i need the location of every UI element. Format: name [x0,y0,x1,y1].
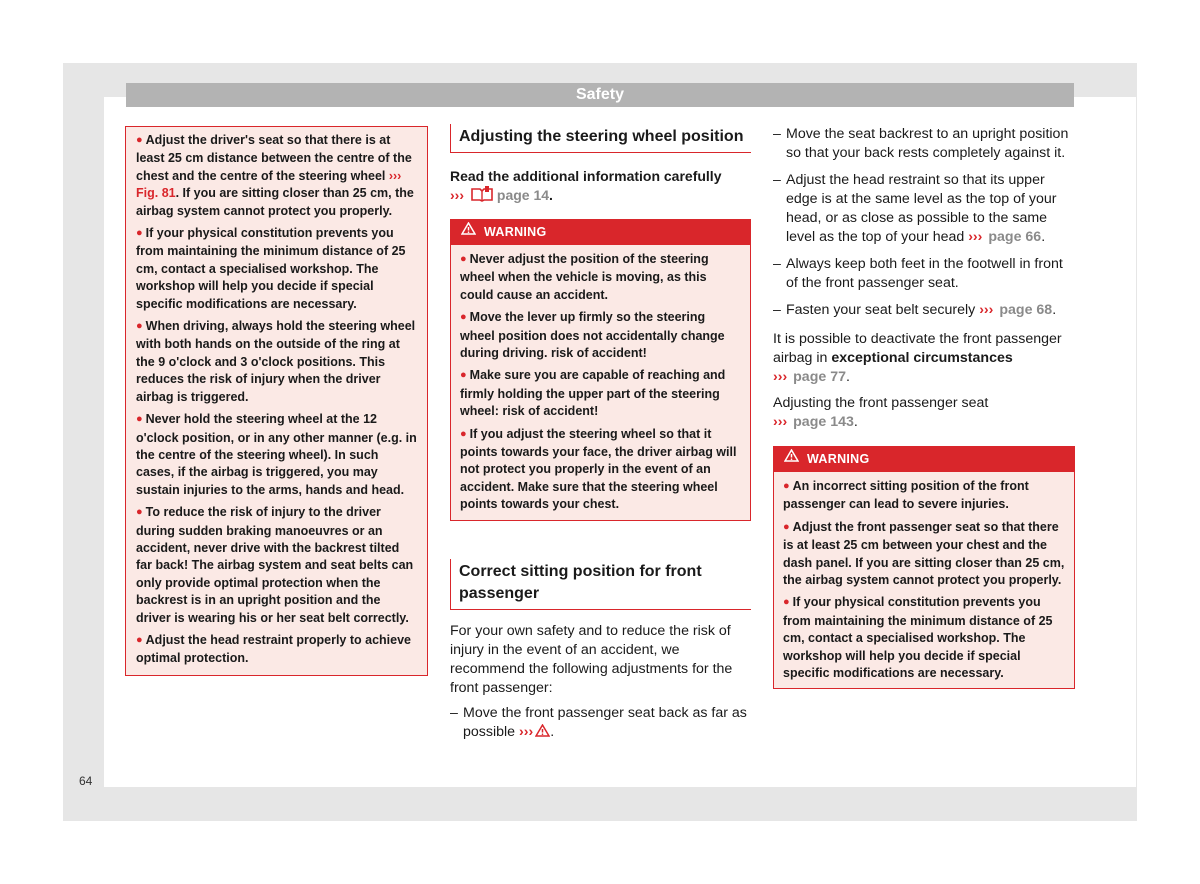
deactivate-airbag-paragraph: It is possible to deactivate the front passenger airbag in exceptional circumstances ››› page 77. [773,331,1062,385]
page-reference-link[interactable]: page 14 [496,187,550,203]
warning-header: WARNING [774,447,1074,472]
warning-box-front-passenger [773,446,1075,689]
bullet-icon: ● [460,369,467,382]
cross-reference-arrows-icon: ››› [773,414,788,430]
list-item: – Move the front passenger seat back as far as possible ››› . [450,704,751,742]
cross-reference-arrows-icon: ››› [388,168,402,183]
read-info-note: Read the additional information carefully ››› page 14. [450,167,751,207]
warning-triangle-icon [784,446,799,471]
cross-reference-arrows-icon: ››› [519,723,534,740]
adjust-seat-paragraph: Adjusting the front passenger seat ››› page 143. [773,395,989,430]
page-reference-link[interactable]: page 143 [793,414,854,430]
warning-item: ● If your physical constitution prevents you from maintaining the minimum distance of 25 cm, contact a specialised workshop. The workshop will help you decide if special specific modifications are necessary. [136,226,406,311]
warning-item: ● An incorrect sitting position of the front passenger can lead to severe injuries. [783,479,1029,512]
cross-reference-arrows-icon: ››› [450,187,464,203]
page-reference-link[interactable]: page 68 [999,302,1053,318]
intro-paragraph: For your own safety and to reduce the risk of injury in the event of an accident, we recommend the following adjustments for the front passenger: [450,622,733,696]
section-title-front-passenger: Correct sitting position for front passenger [450,559,751,610]
book-icon [470,186,494,207]
bullet-icon: ● [783,596,790,609]
adjustment-list-continued [773,125,1075,320]
page-number: 64 [79,774,93,788]
section-title-steering-wheel: Adjusting the steering wheel position [450,124,751,153]
column-3 [773,125,1075,689]
bullet-icon: ● [460,311,467,324]
list-item: – Adjust the head restraint so that its upper edge is at the same level as the top of your head, or as close as possible to the same level as the top of your head ››› page 66. [773,171,1075,247]
warning-item: ● Never hold the steering wheel at the 12 o'clock position, or in any other manner (e.g. in the centre of the steering wheel). In such cases, if the airbag is triggered, you may sustain injuries to the arms, hands and head. [136,412,417,497]
list-item: – Fasten your seat belt securely ››› page 68. [773,301,1075,320]
warning-box-continued [125,126,428,676]
warning-item: ● Never adjust the position of the steering wheel when the vehicle is moving, as this could cause an accident. [460,252,709,302]
warning-body [451,245,750,520]
adjustment-list [450,704,751,742]
cross-reference-arrows-icon: ››› [979,302,994,318]
warning-triangle-icon [461,219,476,244]
warning-item: ● If you adjust the steering wheel so that it points towards your face, the driver airbag will not protect you properly in the event of an accident. Make sure that the steering wheel points towards your chest. [460,426,737,512]
column-1 [125,126,428,676]
bullet-icon: ● [460,427,467,440]
warning-item: ● Move the lever up firmly so the steering wheel position does not accidentally change during driving. risk of accident! [460,310,725,361]
bullet-icon: ● [783,520,790,533]
cross-reference-arrows-icon: ››› [968,229,983,245]
bullet-icon: ● [136,227,143,240]
bullet-icon: ● [136,320,143,333]
list-item: – Always keep both feet in the footwell in front of the front passenger seat. [773,255,1075,293]
warning-item: ● Adjust the front passenger seat so that there is at least 25 cm between your chest and the dash panel. If you are sitting closer than 25 cm, the airbag system cannot protect you properly. [783,519,1065,588]
warning-item: ● When driving, always hold the steering wheel with both hands on the outside of the ring at the 9 o'clock and 3 o'clock positions. This reduces the risk of injury when the driver airbag is triggered. [136,319,416,404]
warning-triangle-icon [535,724,550,740]
bullet-icon: ● [136,134,143,146]
bullet-icon: ● [136,633,143,646]
page-header: Safety [126,83,1074,107]
warning-box-steering [450,219,751,521]
bullet-icon: ● [136,506,143,519]
cross-reference-arrows-icon: ››› [773,369,788,385]
bullet-icon: ● [783,480,790,492]
warning-item: ● To reduce the risk of injury to the driver during sudden braking manoeuvres or an accident, never drive with the backrest tilted far back! The airbag system and seat belts can only provide optimal protection when the backrest is in an upright position and the driver is wearing his or her seat belt correctly. [136,505,414,625]
warning-item: ● Make sure you are capable of reaching and firmly holding the upper part of the steering wheel: risk of accident! [460,368,726,419]
figure-reference-link[interactable]: Fig. 81 [136,186,176,201]
warning-item: ● If your physical constitution prevents you from maintaining the minimum distance of 25 cm, contact a specialised workshop. The workshop will help you decide if special specific modifications are necessary. [783,595,1053,681]
list-item: – Move the seat backrest to an upright position so that your back rests completely against it. [773,125,1075,163]
warning-body [774,472,1074,688]
bullet-icon: ● [136,413,143,426]
warning-item: ● Adjust the head restraint properly to achieve optimal protection. [136,632,412,666]
page-reference-link[interactable]: page 66 [988,229,1042,245]
column-2 [450,124,751,750]
warning-header: WARNING [451,220,750,245]
bullet-icon: ● [460,253,467,265]
warning-item: ● Adjust the driver's seat so that there is at least 25 cm distance between the centre of the chest and the centre of the steering wheel ››› Fig. 81. If you are sitting closer than 25 cm, the airbag system cannot protect you properly. [136,133,414,218]
page-reference-link[interactable]: page 77 [793,369,846,385]
